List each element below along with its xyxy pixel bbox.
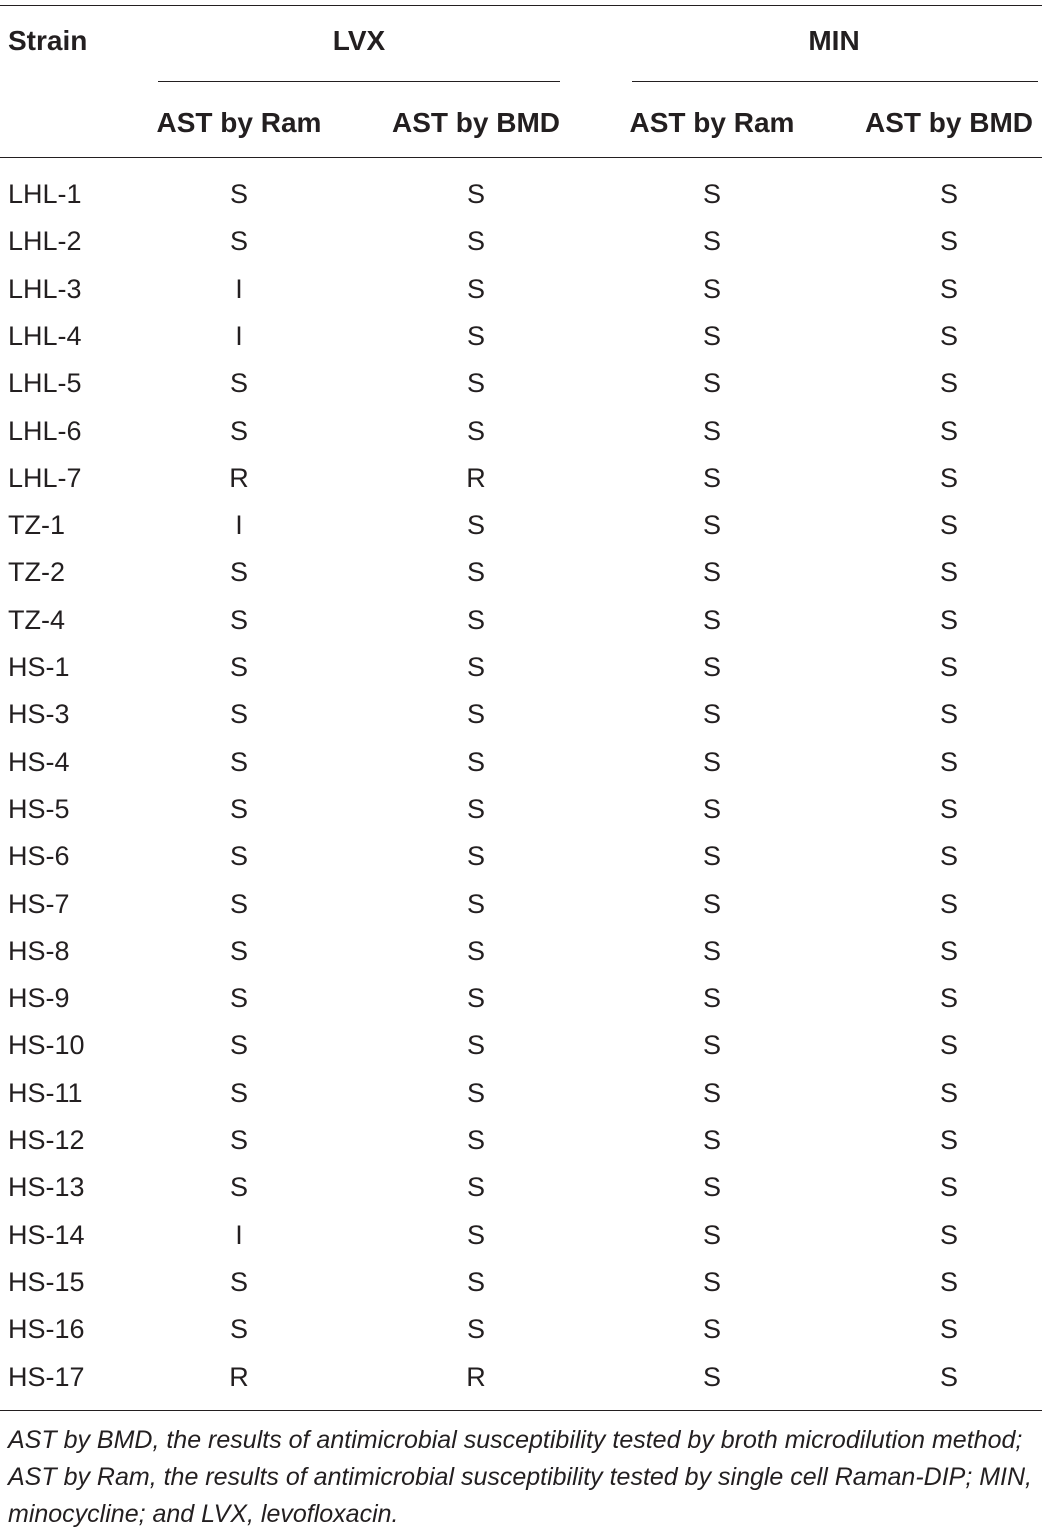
min-bmd-cell: S [939, 794, 959, 824]
lvx-ram-cell: S [229, 368, 249, 398]
min-ram-cell: S [702, 1314, 722, 1344]
lvx-bmd-cell: S [466, 1267, 486, 1297]
min-ram-cell: S [702, 1172, 722, 1202]
min-bmd-cell: S [939, 983, 959, 1013]
strain-cell: HS-15 [8, 1267, 85, 1297]
strain-cell: LHL-5 [8, 368, 82, 398]
min-bmd-cell: S [939, 1172, 959, 1202]
strain-cell: LHL-1 [8, 179, 82, 209]
min-ram-cell: S [702, 605, 722, 635]
strain-cell: HS-1 [8, 652, 70, 682]
lvx-bmd-cell: S [466, 274, 486, 304]
lvx-bmd-cell: S [466, 368, 486, 398]
lvx-ram-cell: I [235, 1220, 243, 1250]
lvx-ram-cell: S [229, 179, 249, 209]
lvx-ast-by-ram-header: AST by Ram [156, 107, 322, 138]
lvx-bmd-cell: S [466, 841, 486, 871]
strain-cell: HS-8 [8, 936, 70, 966]
min-ram-cell: S [702, 699, 722, 729]
lvx-bmd-cell: S [466, 1220, 486, 1250]
lvx-ram-cell: R [229, 463, 249, 493]
strain-cell: HS-10 [8, 1030, 85, 1060]
lvx-bmd-cell: S [466, 179, 486, 209]
min-ram-cell: S [702, 1362, 722, 1392]
min-ram-cell: S [702, 794, 722, 824]
strain-cell: HS-13 [8, 1172, 85, 1202]
strain-cell: TZ-4 [8, 605, 65, 635]
strain-cell: HS-11 [8, 1078, 83, 1108]
min-ram-cell: S [702, 274, 722, 304]
strain-cell: LHL-6 [8, 416, 82, 446]
min-ram-cell: S [702, 368, 722, 398]
min-bmd-cell: S [939, 368, 959, 398]
lvx-bmd-cell: R [466, 463, 486, 493]
min-ram-cell: S [702, 321, 722, 351]
min-bmd-cell: S [939, 1078, 959, 1108]
lvx-bmd-cell: R [466, 1362, 486, 1392]
lvx-ram-cell: S [229, 936, 249, 966]
lvx-bmd-cell: S [466, 510, 486, 540]
lvx-ram-cell: S [229, 605, 249, 635]
lvx-ram-cell: S [229, 416, 249, 446]
min-bmd-cell: S [939, 416, 959, 446]
min-bmd-cell: S [939, 1220, 959, 1250]
min-bmd-cell: S [939, 1362, 959, 1392]
strain-cell: HS-3 [8, 699, 70, 729]
lvx-bmd-cell: S [466, 747, 486, 777]
min-ram-cell: S [702, 1220, 722, 1250]
min-ram-cell: S [702, 1267, 722, 1297]
lvx-bmd-cell: S [466, 1314, 486, 1344]
lvx-bmd-cell: S [466, 1125, 486, 1155]
strain-cell: LHL-2 [8, 226, 82, 256]
lvx-ram-cell: S [229, 1314, 249, 1344]
lvx-ram-cell: S [229, 1030, 249, 1060]
lvx-bmd-cell: S [466, 794, 486, 824]
strain-cell: HS-12 [8, 1125, 85, 1155]
min-bmd-cell: S [939, 936, 959, 966]
min-bmd-cell: S [939, 557, 959, 587]
lvx-bmd-cell: S [466, 321, 486, 351]
lvx-bmd-cell: S [466, 936, 486, 966]
min-ram-cell: S [702, 983, 722, 1013]
min-ram-cell: S [702, 226, 722, 256]
min-ram-cell: S [702, 463, 722, 493]
lvx-ram-cell: S [229, 652, 249, 682]
lvx-bmd-cell: S [466, 652, 486, 682]
lvx-ram-cell: I [235, 274, 243, 304]
lvx-bmd-cell: S [466, 1172, 486, 1202]
min-bmd-cell: S [939, 274, 959, 304]
min-bmd-cell: S [939, 321, 959, 351]
min-ram-cell: S [702, 557, 722, 587]
strain-cell: HS-14 [8, 1220, 85, 1250]
min-ram-cell: S [702, 747, 722, 777]
min-group-header: MIN [808, 25, 860, 56]
lvx-ram-cell: R [229, 1362, 249, 1392]
lvx-ram-cell: S [229, 557, 249, 587]
min-bmd-cell: S [939, 1125, 959, 1155]
min-ast-by-ram-header: AST by Ram [629, 107, 795, 138]
min-bmd-cell: S [939, 889, 959, 919]
lvx-ram-cell: I [235, 510, 243, 540]
min-bmd-cell: S [939, 1267, 959, 1297]
lvx-ram-cell: S [229, 226, 249, 256]
min-ram-cell: S [702, 1078, 722, 1108]
strain-header: Strain [8, 25, 88, 56]
lvx-ram-cell: S [229, 699, 249, 729]
strain-cell: TZ-1 [8, 510, 65, 540]
lvx-ram-cell: S [229, 983, 249, 1013]
table-footnote: AST by BMD, the results of antimicrobial susceptibility tested by broth microdilution method; AST by Ram, the results of antimicrobial susceptibility tested by single cell Raman-DIP; MIN, minocycline; and LVX, levofloxacin. [8, 1426, 1032, 1528]
strain-cell: LHL-4 [8, 321, 82, 351]
lvx-group-header: LVX [332, 25, 386, 56]
lvx-bmd-cell: S [466, 605, 486, 635]
lvx-ram-cell: S [229, 1172, 249, 1202]
lvx-ram-cell: S [229, 1267, 249, 1297]
min-ram-cell: S [702, 841, 722, 871]
min-bmd-cell: S [939, 699, 959, 729]
min-bmd-cell: S [939, 652, 959, 682]
lvx-bmd-cell: S [466, 557, 486, 587]
lvx-ram-cell: I [235, 321, 243, 351]
lvx-ram-cell: S [229, 841, 249, 871]
strain-cell: TZ-2 [8, 557, 65, 587]
min-ram-cell: S [702, 652, 722, 682]
min-bmd-cell: S [939, 1314, 959, 1344]
min-ram-cell: S [702, 936, 722, 966]
strain-cell: LHL-3 [8, 274, 82, 304]
lvx-bmd-cell: S [466, 889, 486, 919]
lvx-ram-cell: S [229, 889, 249, 919]
strain-cell: LHL-7 [8, 463, 82, 493]
min-bmd-cell: S [939, 226, 959, 256]
min-bmd-cell: S [939, 605, 959, 635]
strain-cell: HS-6 [8, 841, 70, 871]
min-ram-cell: S [702, 510, 722, 540]
min-bmd-cell: S [939, 747, 959, 777]
lvx-ram-cell: S [229, 747, 249, 777]
min-ram-cell: S [702, 889, 722, 919]
strain-cell: HS-4 [8, 747, 70, 777]
lvx-bmd-cell: S [466, 983, 486, 1013]
min-bmd-cell: S [939, 841, 959, 871]
min-ast-by-bmd-header: AST by BMD [865, 107, 1033, 138]
strain-cell: HS-9 [8, 983, 70, 1013]
min-ram-cell: S [702, 416, 722, 446]
lvx-bmd-cell: S [466, 1078, 486, 1108]
strain-cell: HS-5 [8, 794, 70, 824]
min-ram-cell: S [702, 179, 722, 209]
lvx-ram-cell: S [229, 1078, 249, 1108]
min-bmd-cell: S [939, 463, 959, 493]
lvx-bmd-cell: S [466, 416, 486, 446]
min-ram-cell: S [702, 1125, 722, 1155]
min-bmd-cell: S [939, 1030, 959, 1060]
min-bmd-cell: S [939, 510, 959, 540]
strain-cell: HS-17 [8, 1362, 85, 1392]
lvx-ram-cell: S [229, 794, 249, 824]
lvx-ast-by-bmd-header: AST by BMD [392, 107, 560, 138]
lvx-bmd-cell: S [466, 226, 486, 256]
strain-cell: HS-7 [8, 889, 70, 919]
min-bmd-cell: S [939, 179, 959, 209]
lvx-ram-cell: S [229, 1125, 249, 1155]
lvx-bmd-cell: S [466, 1030, 486, 1060]
min-ram-cell: S [702, 1030, 722, 1060]
lvx-bmd-cell: S [466, 699, 486, 729]
strain-cell: HS-16 [8, 1314, 85, 1344]
